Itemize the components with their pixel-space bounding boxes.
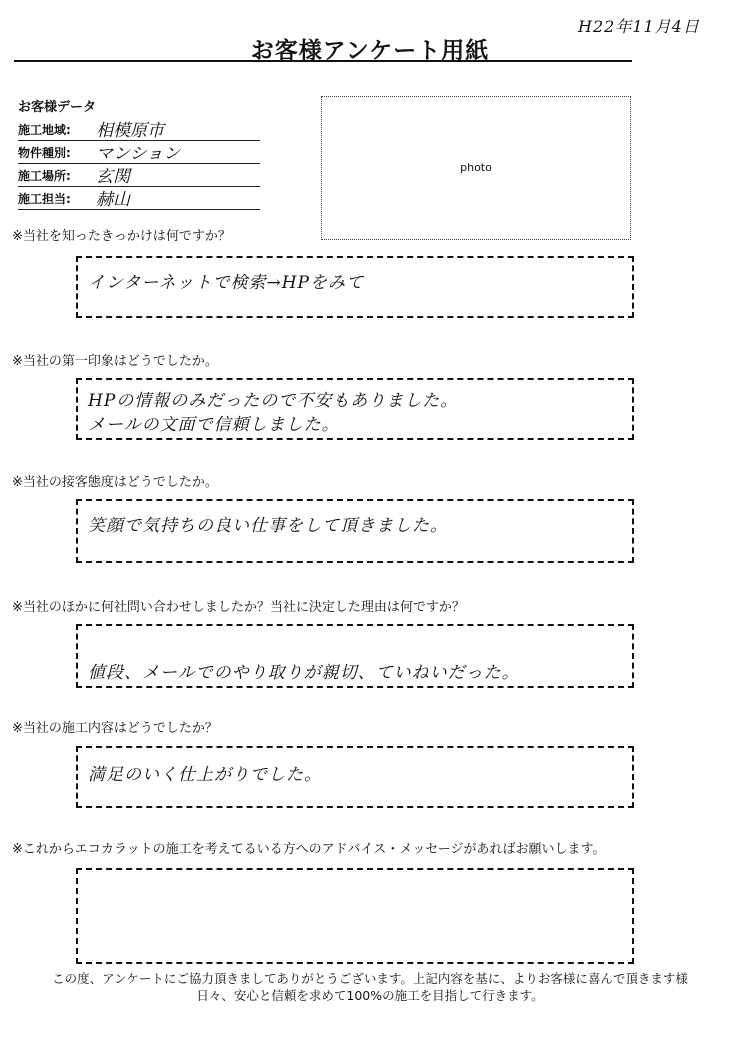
answer-box-work-quality <box>76 746 634 808</box>
customer-data-heading: お客様データ <box>18 100 97 115</box>
footer-line: 日々、安心と信頼を求めて100%の施工を目指して行きます。 <box>196 988 544 1003</box>
field-label: 施工担当: <box>18 192 71 206</box>
answer-text: 値段、メールでのやり取りが親切、ていねいだった。 <box>88 663 520 683</box>
question-advice-message: ※これからエコカラットの施工を考えてるいる方へのアドバイス・メッセージがあればお願いします。 <box>12 842 606 857</box>
field-construction-place <box>18 166 260 187</box>
photo-label: photo <box>460 161 492 174</box>
footer-message <box>0 970 740 1004</box>
field-construction-area <box>18 120 260 141</box>
field-label: 物件種別: <box>18 146 71 160</box>
field-value: 相模原市 <box>96 121 164 141</box>
answer-text: メールの文面で信頼しました。 <box>88 415 340 435</box>
field-property-type <box>18 143 260 164</box>
question-how-found: ※当社を知ったきっかけは何ですか？ <box>12 229 231 244</box>
question-other-companies: ※当社のほかに何社問い合わせしましたか？当社に決定した理由は何ですか？ <box>12 600 465 615</box>
answer-box-first-impression <box>76 378 634 440</box>
answer-text: 満足のいく仕上がりでした。 <box>88 765 322 785</box>
answer-text: 笑顔で気持ちの良い仕事をして頂きました。 <box>88 516 448 536</box>
answer-box-advice-message <box>76 868 634 964</box>
field-value: 玄関 <box>96 167 130 187</box>
answer-text: HPの情報のみだったので不安もありました。 <box>88 391 459 411</box>
field-staff <box>18 189 260 210</box>
answer-box-how-found <box>76 256 634 318</box>
question-service-attitude: ※当社の接客態度はどうでしたか。 <box>12 475 218 490</box>
answer-text: インターネットで検索→HPをみて <box>88 273 364 293</box>
footer-line: この度、アンケートにご協力頂きましてありがとうございます。上記内容を基に、よりお客様に喜んで頂きます様 <box>52 971 688 986</box>
title-divider <box>14 60 632 62</box>
question-first-impression: ※当社の第一印象はどうでしたか。 <box>12 354 218 369</box>
field-value: 赫山 <box>96 190 130 210</box>
answer-box-service-attitude <box>76 499 634 563</box>
field-label: 施工場所: <box>18 169 71 183</box>
page-title: お客様アンケート用紙 <box>250 38 490 64</box>
question-work-quality: ※当社の施工内容はどうでしたか？ <box>12 721 218 736</box>
survey-date: H22年11月4日 <box>578 17 700 36</box>
answer-box-other-companies <box>76 624 634 688</box>
photo-placeholder <box>321 96 631 240</box>
field-label: 施工地域: <box>18 123 71 137</box>
field-value: マンション <box>96 144 181 164</box>
